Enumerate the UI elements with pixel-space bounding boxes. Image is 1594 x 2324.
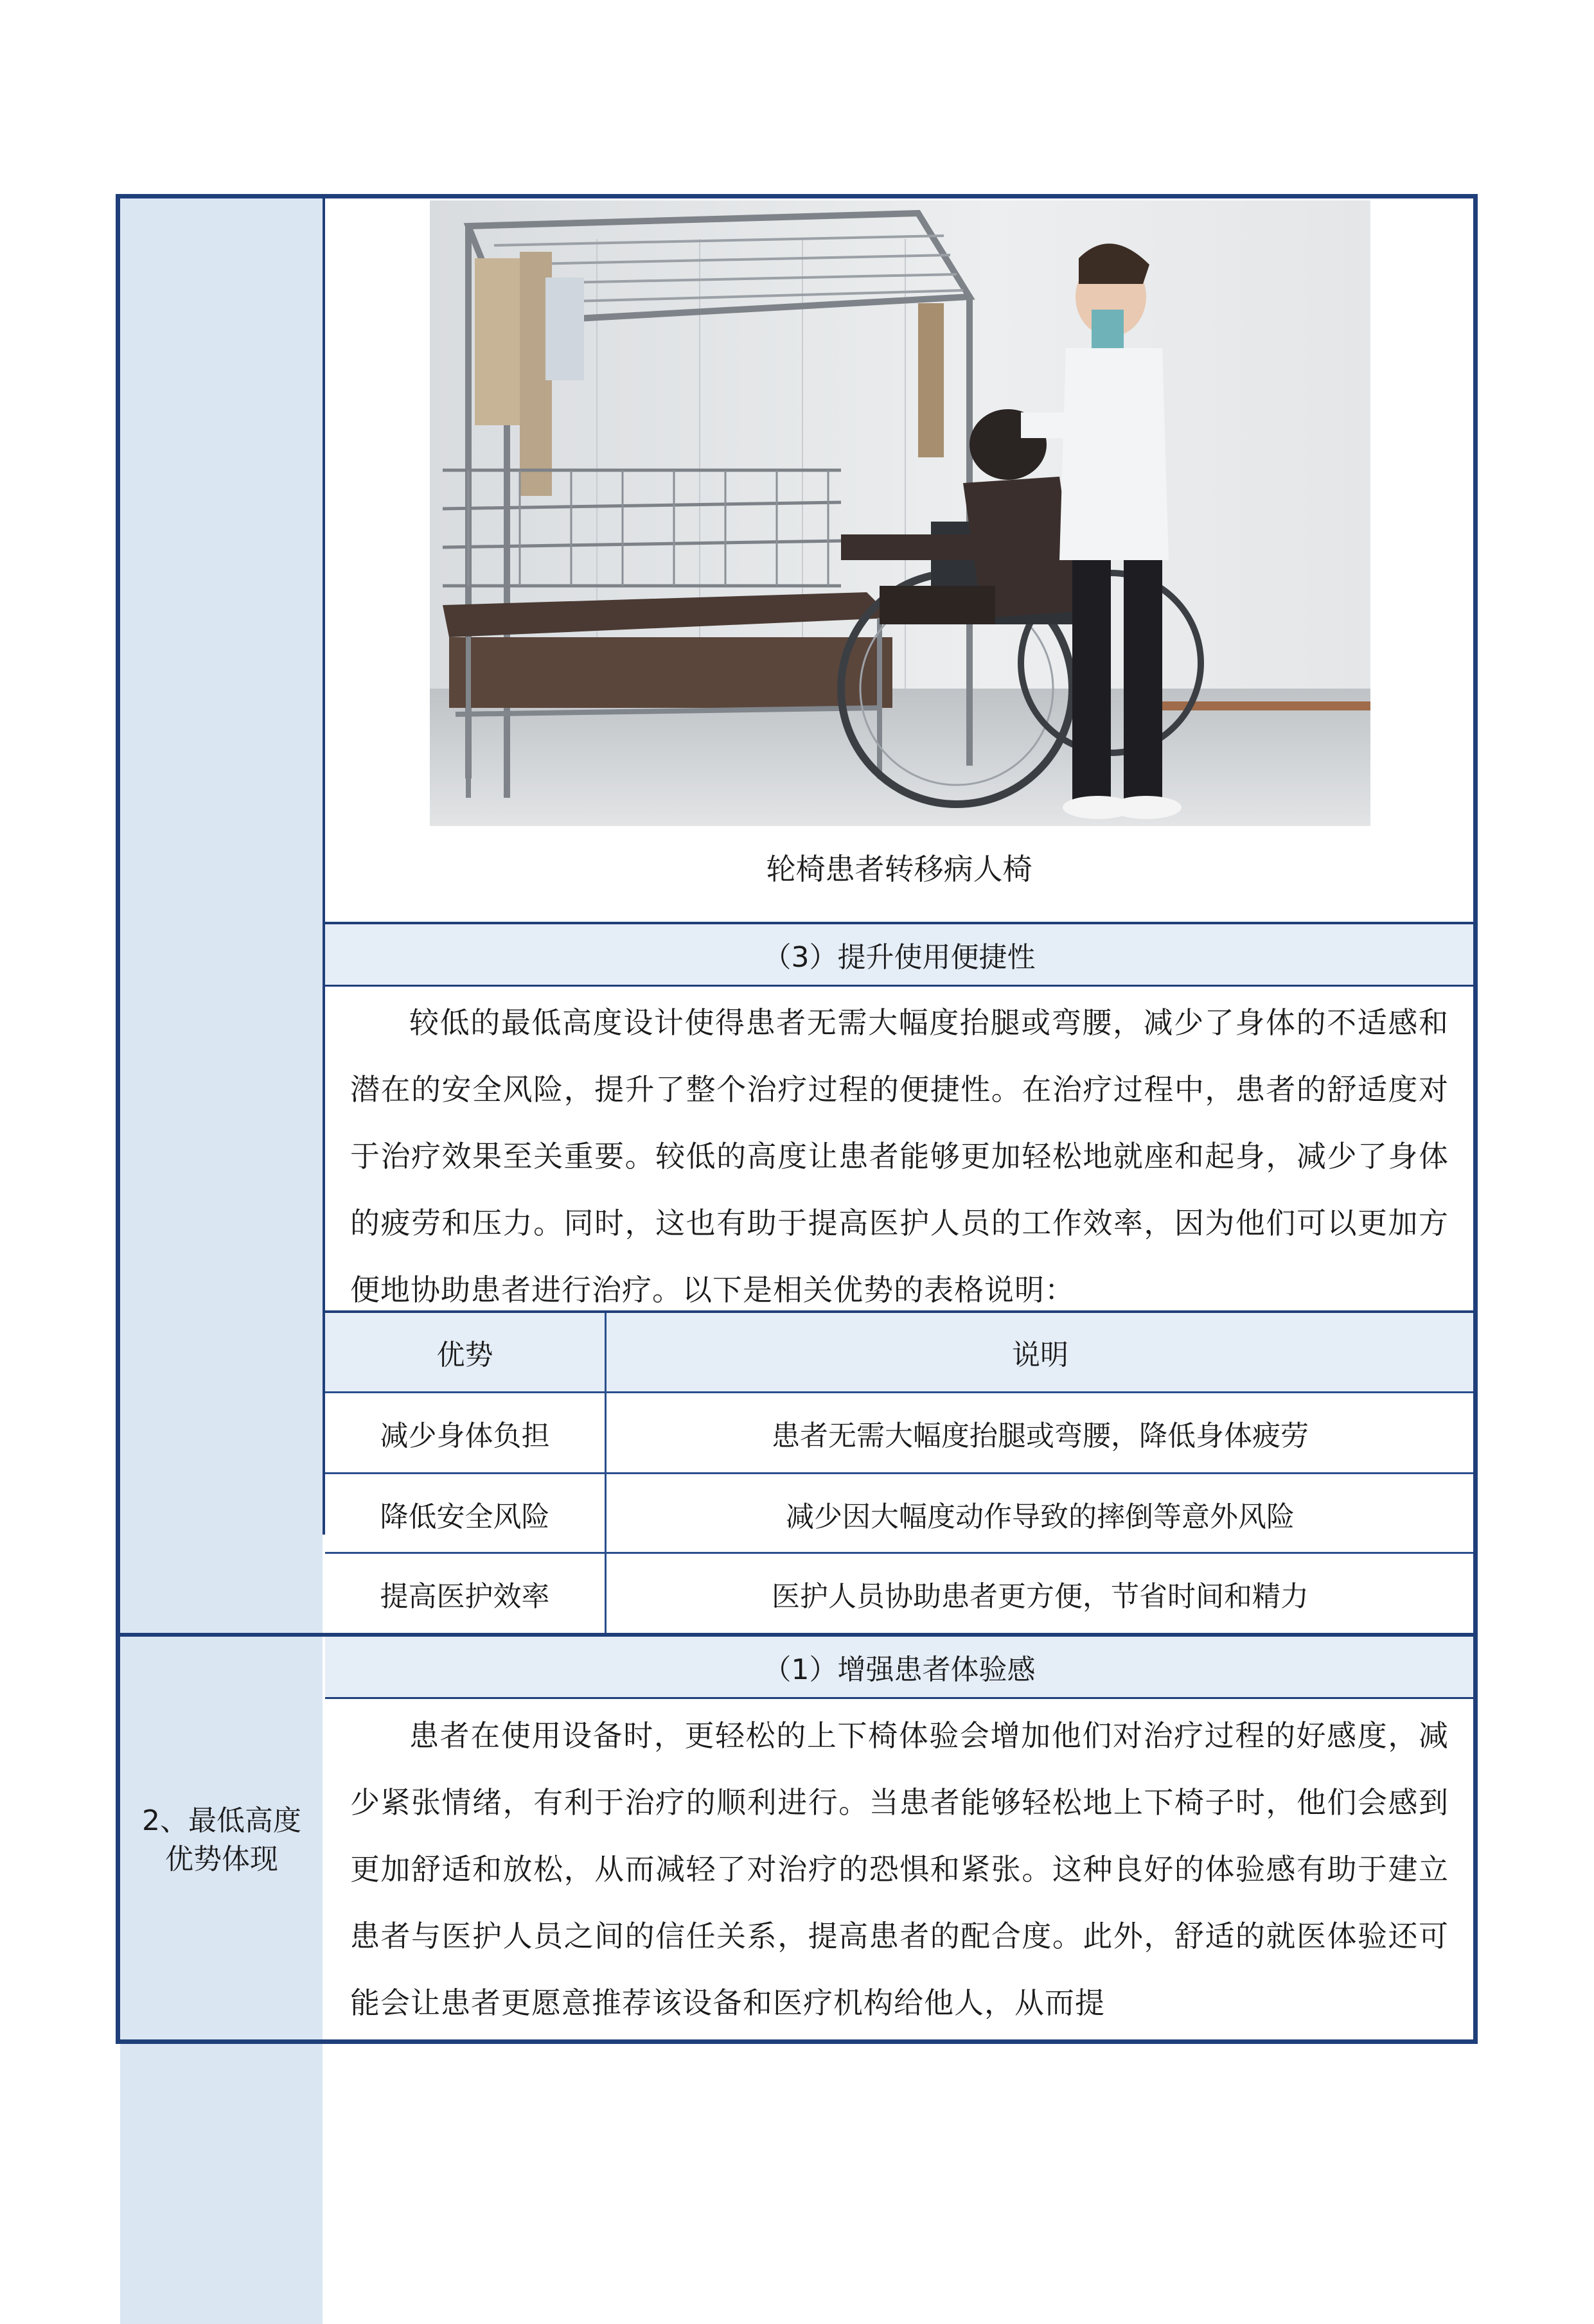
document-table-border-full [116,194,1478,2044]
section2-heading: （1）增强患者体验感 [763,1653,1036,1686]
table-header-description: 说明 [1012,1339,1068,1371]
table-row-3-description: 医护人员协助患者更方便，节省时间和精力 [772,1580,1309,1613]
section3-paragraph: 较低的最低高度设计使得患者无需大幅度抬腿或弯腰，减少了身体的不适感和潜在的安全风险，提升了整个治疗过程的便捷性。在治疗过程中，患者的舒适度对于治疗效果至关重要。较低的高度让患者能够更加轻松地就座和起身，减少了身体的疲劳和压力。同时，这也有助于提高医护人员的工作效率，因为他们可以更加方便地协助患者进行治疗。以下是相关优势的表格说明： [350,1005,1449,1307]
section2-label: 2、最低高度优势体现 [142,1804,301,1876]
table-row-1-advantage: 减少身体负担 [380,1420,550,1452]
section2-paragraph: 患者在使用设备时，更轻松的上下椅体验会增加他们对治疗过程的好感度，减少紧张情绪，有利于治疗的顺利进行。当患者能够轻松地上下椅子时，他们会感到更加舒适和放松，从而减轻了对治疗的恐惧和紧张。这种良好的体验感有助于建立患者与医护人员之间的信任关系，提高患者的配合度。此外，舒适的就医体验还可能会让患者更愿意推荐该设备和医疗机构给他人，从而提 [350,1718,1449,2020]
table-row-1-description: 患者无需大幅度抬腿或弯腰，降低身体疲劳 [772,1420,1309,1452]
table-row-2-advantage: 降低安全风险 [380,1501,550,1533]
section3-heading: （3）提升使用便捷性 [763,941,1036,974]
table-row-3-advantage: 提高医护效率 [380,1580,550,1613]
table-row-2-description: 减少因大幅度动作导致的摔倒等意外风险 [786,1501,1295,1533]
table-header-advantage: 优势 [436,1339,493,1371]
figure-caption: 轮椅患者转移病人椅 [766,852,1032,886]
